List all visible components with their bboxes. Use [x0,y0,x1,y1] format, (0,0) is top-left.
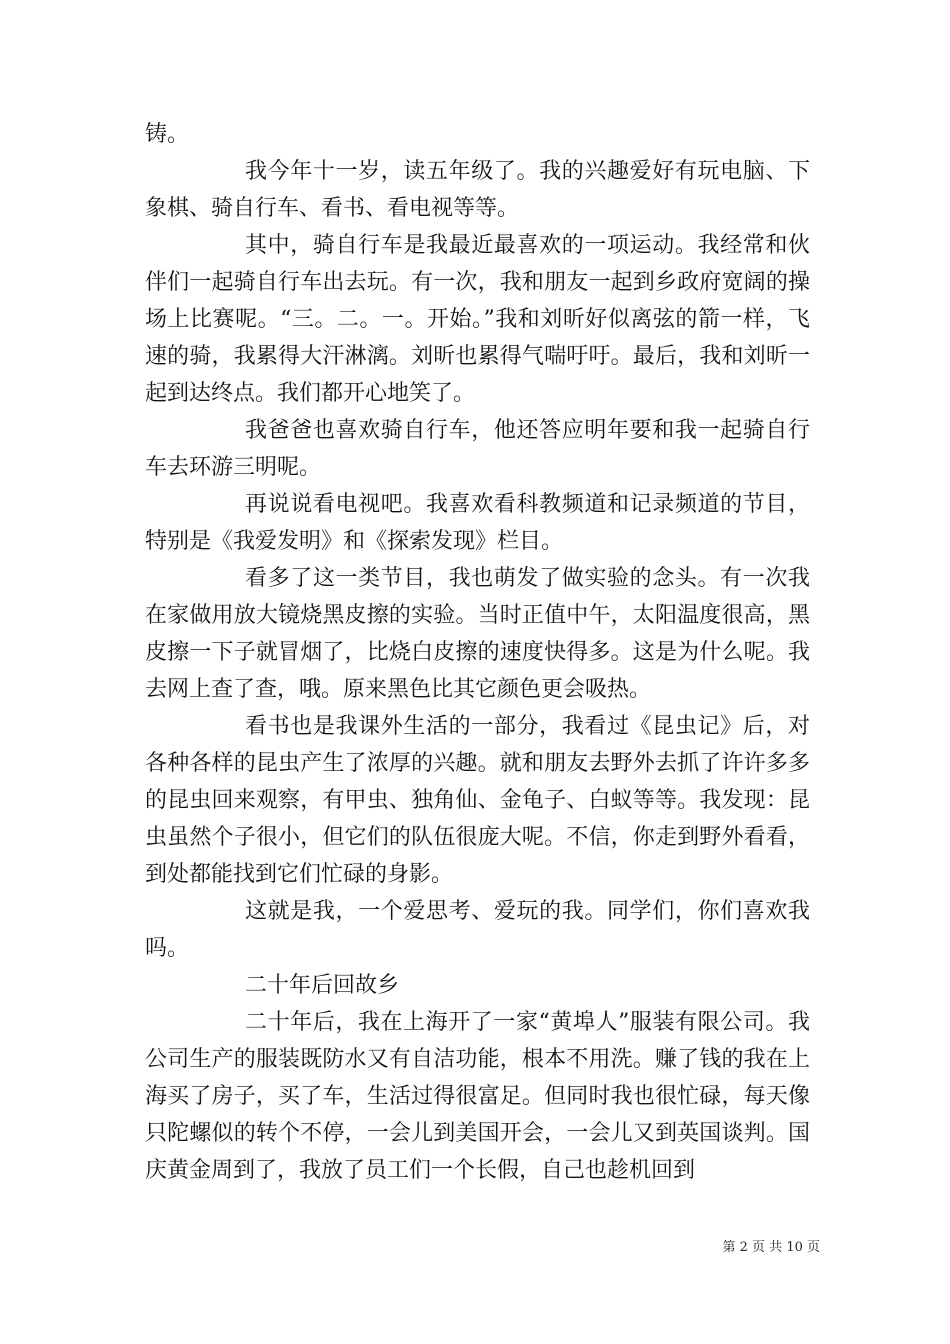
paragraph-6: 看多了这一类节目，我也萌发了做实验的念头。有一次我在家做用放大镜烧黑皮擦的实验。当时正值中午，太阳温度很高，黑皮擦一下子就冒烟了，比烧白皮擦的速度快得多。这是为什么呢。我去网上查了查，哦。原来黑色比其它颜色更会吸热。 [145,566,810,702]
paragraph-5: 再说说看电视吧。我喜欢看科教频道和记录频道的节目，特别是《我爱发明》和《探索发现》栏目。 [145,492,810,554]
paragraph-9: 二十年后，我在上海开了一家“黄埠人”服装有限公司。我公司生产的服装既防水又有自洁功能，根本不用洗。赚了钱的我在上海买了房子，买了车，生活过得很富足。但同时我也很忙碌，每天像只陀螺似的转个不停，一会儿到美国开会，一会儿又到英国谈判。国庆黄金周到了，我放了员工们一个长假，自己也趁机回到 [145,1010,810,1183]
paragraph-4: 我爸爸也喜欢骑自行车，他还答应明年要和我一起骑自行车去环游三明呢。 [145,418,810,480]
paragraph-2: 我今年十一岁，读五年级了。我的兴趣爱好有玩电脑、下象棋、骑自行车、看书、看电视等等。 [145,159,810,221]
paragraph-8: 这就是我，一个爱思考、爱玩的我。同学们，你们喜欢我吗。 [145,899,810,961]
section-heading: 二十年后回故乡 [245,973,400,998]
paragraph-3: 其中，骑自行车是我最近最喜欢的一项运动。我经常和伙伴们一起骑自行车出去玩。有一次，我和朋友一起到乡政府宽阔的操场上比赛呢。“三。二。一。开始。”我和刘昕好似离弦的箭一样，飞速的骑，我累得大汗淋漓。刘昕也累得气喘吁吁。最后，我和刘昕一起到达终点。我们都开心地笑了。 [145,233,810,406]
paragraph-1: 铸。 [145,122,190,147]
document-body [145,116,810,1189]
page-number-footer: 第 2 页 共 10 页 [722,1240,820,1255]
paragraph-7: 看书也是我课外生活的一部分，我看过《昆虫记》后，对各种各样的昆虫产生了浓厚的兴趣。就和朋友去野外去抓了许许多多的昆虫回来观察，有甲虫、独角仙、金龟子、白蚁等等。我发现：昆虫虽然个子很小，但它们的队伍很庞大呢。不信，你走到野外看看，到处都能找到它们忙碌的身影。 [145,714,810,887]
